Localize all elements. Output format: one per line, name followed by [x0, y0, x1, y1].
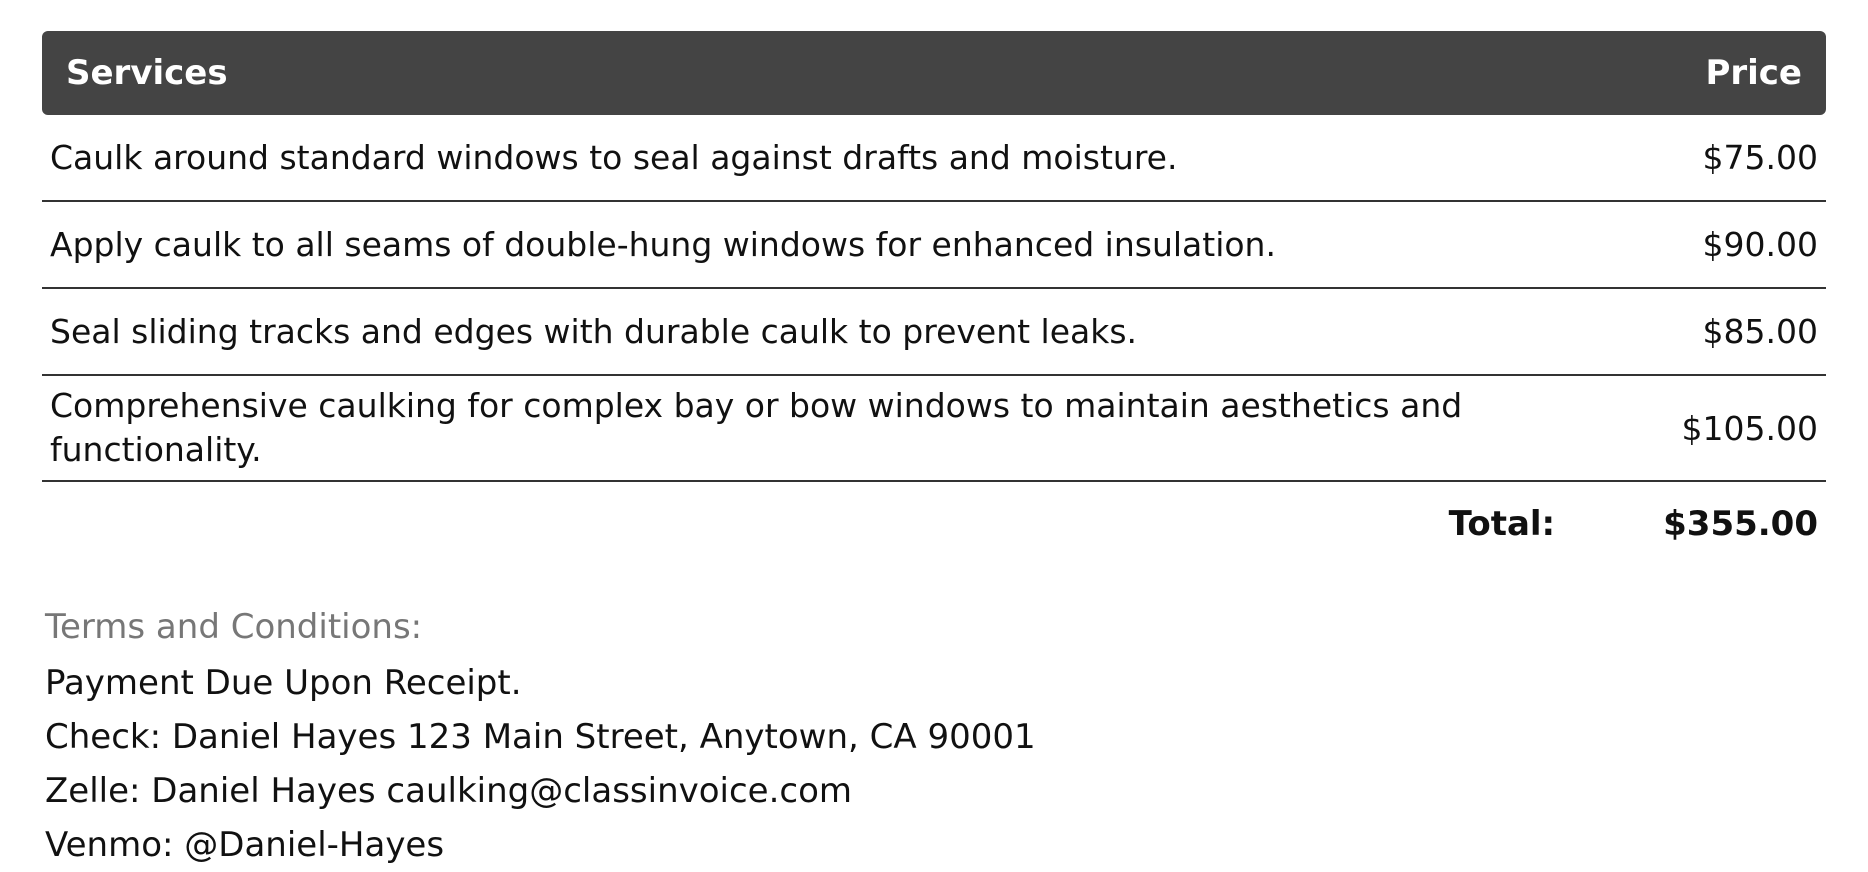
service-description: Caulk around standard windows to seal against drafts and moisture.: [50, 137, 1178, 177]
total-label: Total:: [1448, 504, 1556, 544]
terms-line-venmo: Venmo: @Daniel-Hayes: [45, 825, 445, 865]
table-row: [42, 202, 1826, 289]
table-header: [42, 31, 1826, 115]
terms-line-check: Check: Daniel Hayes 123 Main Street, Anytown, CA 90001: [45, 717, 1036, 757]
terms-line-payment: Payment Due Upon Receipt.: [45, 663, 522, 703]
service-price: $90.00: [1702, 225, 1818, 264]
table-row: [42, 289, 1826, 376]
service-description: Apply caulk to all seams of double-hung windows for enhanced insulation.: [50, 224, 1276, 264]
services-table: [42, 31, 1826, 566]
table-row: [42, 115, 1826, 202]
terms-section: [45, 600, 1036, 872]
service-price: $85.00: [1702, 312, 1818, 351]
table-row: [42, 376, 1826, 482]
service-description: Seal sliding tracks and edges with durable caulk to prevent leaks.: [50, 311, 1138, 351]
service-price: $105.00: [1681, 408, 1818, 448]
total-value: $355.00: [1663, 504, 1818, 544]
total-row: [42, 482, 1826, 566]
terms-line-zelle: Zelle: Daniel Hayes caulking@classinvoice.com: [45, 771, 853, 811]
terms-title: Terms and Conditions:: [45, 607, 423, 647]
services-column-header: Services: [66, 53, 228, 93]
service-description: Comprehensive caulking for complex bay or bow windows to maintain aesthetics and functionality.: [50, 386, 1463, 469]
price-column-header: Price: [1705, 53, 1802, 93]
service-price: $75.00: [1702, 138, 1818, 177]
